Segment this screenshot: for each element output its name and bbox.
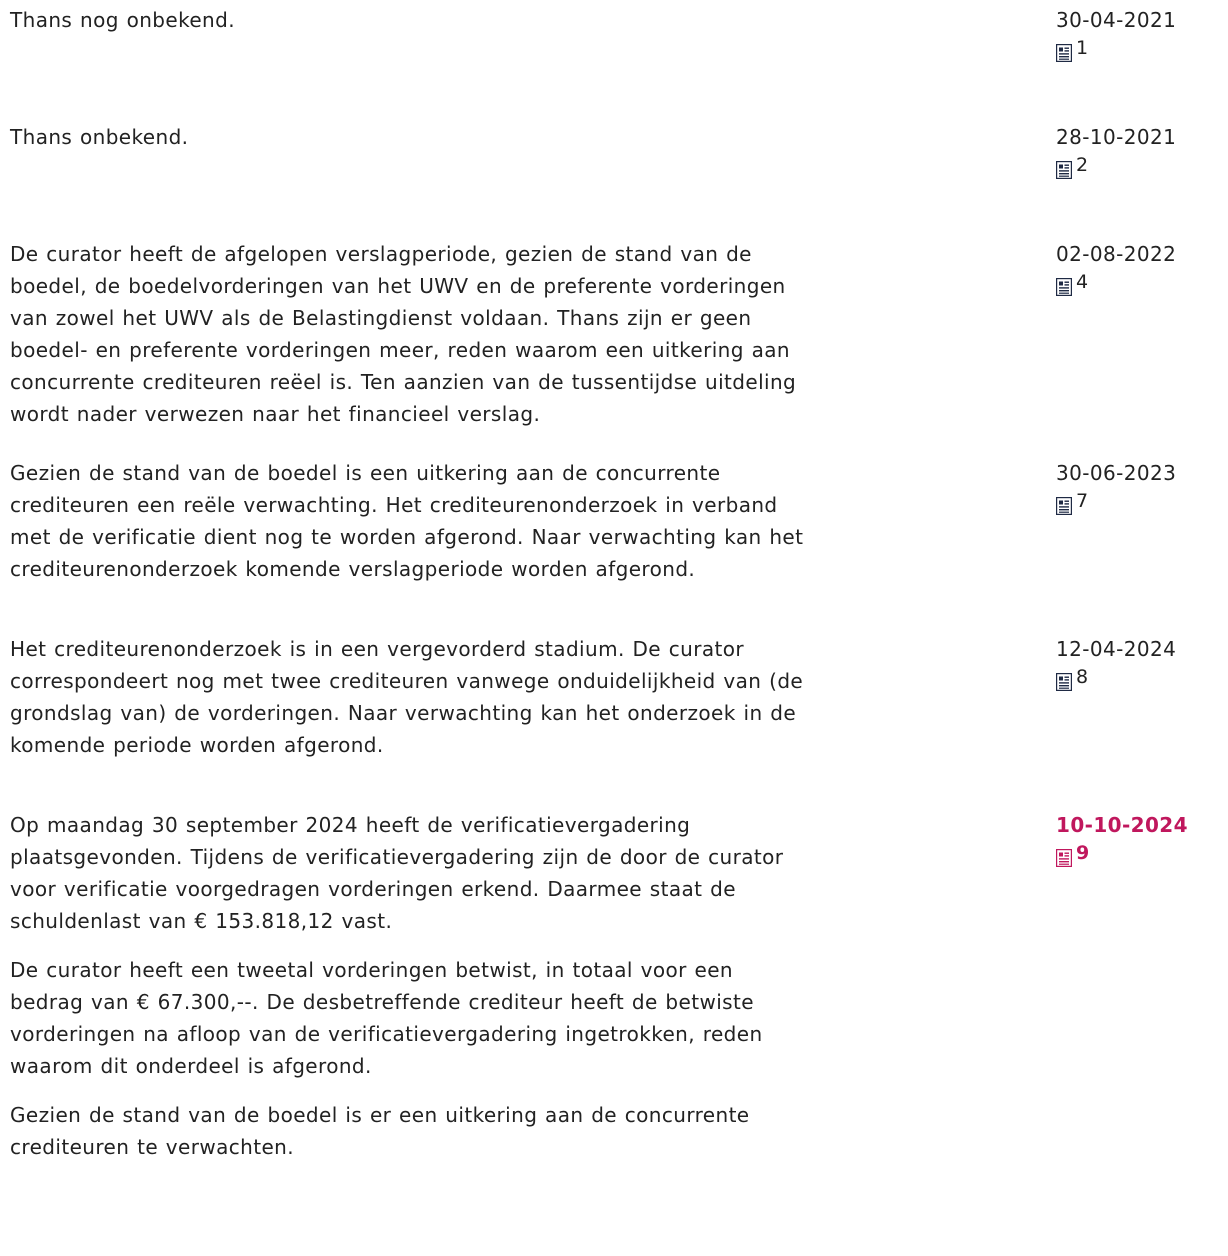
entry-text xyxy=(10,457,810,633)
report-document-icon xyxy=(1056,849,1072,867)
entry-meta xyxy=(1056,809,1220,1180)
entry-text xyxy=(10,809,810,1180)
entry-date: 10-10-2024 xyxy=(1056,813,1188,837)
report-entry xyxy=(0,121,1228,238)
report-entry-current xyxy=(0,809,1228,1180)
entry-meta xyxy=(1056,633,1220,809)
report-number: 1 xyxy=(1076,37,1089,59)
report-link[interactable] xyxy=(1056,272,1220,296)
report-document-icon xyxy=(1056,278,1072,296)
entry-meta xyxy=(1056,4,1220,121)
report-document-icon xyxy=(1056,161,1072,179)
report-link[interactable] xyxy=(1056,491,1220,515)
report-entry xyxy=(0,633,1228,809)
report-document-icon xyxy=(1056,44,1072,62)
entry-paragraph: Gezien de stand van de boedel is er een uitkering aan de concurrente crediteuren te verwachten. xyxy=(10,1103,750,1159)
report-link[interactable] xyxy=(1056,155,1220,179)
entry-text xyxy=(10,238,810,457)
entry-paragraph: De curator heeft de afgelopen verslagperiode, gezien de stand van de boedel, de boedelvorderingen van het UWV en de preferente vorderingen van zowel het UWV als de Belastingdienst voldaan. Thans zijn er geen boedel- en preferente vorderingen meer, reden waarom een uitkering aan concurrente crediteuren reëel is. Ten aanzien van de tussentijdse uitdeling wordt nader verwezen naar het financieel verslag. xyxy=(10,242,797,426)
entry-paragraph: Op maandag 30 september 2024 heeft de verificatievergadering plaatsgevonden. Tijdens de verificatievergadering zijn de door de curator voor verificatie voorgedragen vorderingen erkend. Daarmee staat de schuldenlast van € 153.818,12 vast. xyxy=(10,813,784,933)
entry-paragraph: Thans onbekend. xyxy=(10,125,189,149)
report-number: 9 xyxy=(1076,842,1090,864)
report-number: 2 xyxy=(1076,154,1089,176)
report-number: 7 xyxy=(1076,490,1089,512)
report-number: 8 xyxy=(1076,666,1089,688)
report-document-icon xyxy=(1056,497,1072,515)
entry-date: 28-10-2021 xyxy=(1056,125,1177,149)
report-link[interactable] xyxy=(1056,667,1220,691)
entry-paragraph: De curator heeft een tweetal vorderingen betwist, in totaal voor een bedrag van € 67.300,--. De desbetreffende crediteur heeft de betwiste vorderingen na afloop van de verificatievergadering ingetrokken, reden waarom dit onderdeel is afgerond. xyxy=(10,958,763,1078)
entry-text xyxy=(10,121,810,238)
entry-paragraph: Thans nog onbekend. xyxy=(10,8,235,32)
entry-date: 02-08-2022 xyxy=(1056,242,1177,266)
report-entry xyxy=(0,457,1228,633)
report-entry xyxy=(0,4,1228,121)
entry-paragraph: Het crediteurenonderzoek is in een vergevorderd stadium. De curator correspondeert nog met twee crediteuren vanwege onduidelijkheid van (de grondslag van) de vorderingen. Naar verwachting kan het onderzoek in de komende periode worden afgerond. xyxy=(10,637,804,757)
entry-date: 30-06-2023 xyxy=(1056,461,1177,485)
entry-meta xyxy=(1056,121,1220,238)
entry-date: 12-04-2024 xyxy=(1056,637,1177,661)
entry-text xyxy=(10,4,810,121)
entry-meta xyxy=(1056,457,1220,633)
entry-paragraph: Gezien de stand van de boedel is een uitkering aan de concurrente crediteuren een reële verwachting. Het crediteurenonderzoek in verband met de verificatie dient nog te worden afgerond. Naar verwachting kan het crediteurenonderzoek komende verslagperiode worden afgerond. xyxy=(10,461,804,581)
entry-meta xyxy=(1056,238,1220,457)
report-entry xyxy=(0,238,1228,457)
report-link[interactable] xyxy=(1056,843,1220,867)
report-link[interactable] xyxy=(1056,38,1220,62)
entry-date: 30-04-2021 xyxy=(1056,8,1177,32)
report-number: 4 xyxy=(1076,271,1089,293)
entry-text xyxy=(10,633,810,809)
report-document-icon xyxy=(1056,673,1072,691)
